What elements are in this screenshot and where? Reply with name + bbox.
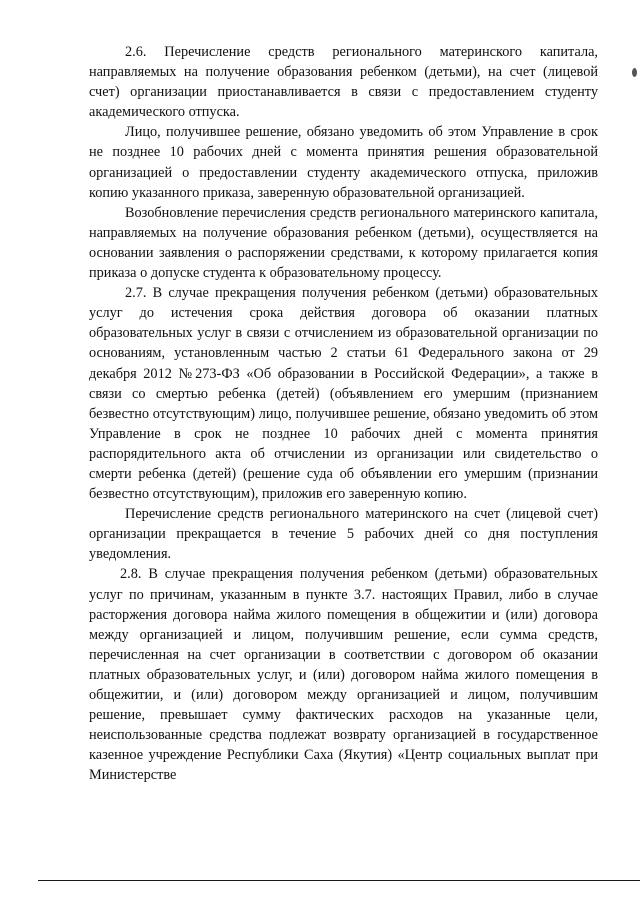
paragraph-notification-academic-leave: Лицо, получившее решение, обязано уведомить об этом Управление в срок не позднее 10 рабочих дней с момента принятия решения образовательной организацией о предоставлении студенту академического отпуска, приложив копию указанного приказа, заверенную образовательной организацией. <box>89 124 598 201</box>
scan-edge-mark <box>632 68 637 77</box>
paragraph-2-7: 2.7. В случае прекращения получения ребенком (детьми) образовательных услуг до истечения срока действия договора об оказании платных образовательных услуг в связи с отчислением из образовательной организации по основаниям, установленным частью 2 статьи 61 Федерального закона от 29 декабря 2012 №273-ФЗ «Об образовании в Российской Федерации», а также в связи со смертью ребенка (детей) (объявлением его умершим (признанием безвестно отсутствующим) лицо, получившее решение, обязано уведомить об этом Управление в срок не позднее 10 рабочих дней с момента принятия распорядительного акта об отчислении из организации или свидетельство о смерти ребенка (детей) (решение суда об объявлении его умершим (признании безвестно отсутствующим), приложив его заверенную копию. <box>89 285 598 503</box>
paragraph-transfer-termination: Перечисление средств регионального материнского на счет (лицевой счет) организации прекращается в течение 5 рабочих дней со дня поступления уведомления. <box>89 506 598 563</box>
document-body <box>89 42 598 785</box>
bottom-rule-line <box>38 880 640 881</box>
paragraph-2-6: 2.6. Перечисление средств регионального материнского капитала, направляемых на получение образования ребенком (детьми), на счет (лицевой счет) организации приостанавливается в связи с предоставлением студенту академического отпуска. <box>89 44 598 121</box>
paragraph-resumption-transfer: Возобновление перечисления средств регионального материнского капитала, направляемых на получение образования ребенком (детьми), осуществляется на основании заявления о распоряжении средствами, к которому прилагается копия приказа о допуске студента к образовательному процессу. <box>89 204 598 282</box>
paragraph-2-8: 2.8. В случае прекращения получения ребенком (детьми) образовательных услуг по причинам, указанным в пункте 3.7. настоящих Правил, либо в случае расторжения договора найма жилого помещения в общежитии и (или) договора между организацией и лицом, получившим решение, если сумма средств, перечисленная на счет организации в соответствии с договором об оказании платных образовательных услуг, и (или) договором найма жилого помещения в общежитии, и (или) договором между организацией и лицом, получившим решение, превышает сумму фактических расходов на указанные цели, неиспользованные средства подлежат возврату организацией в государственное казенное учреждение Республики Саха (Якутия) «Центр социальных выплат при Министерстве <box>89 566 598 784</box>
